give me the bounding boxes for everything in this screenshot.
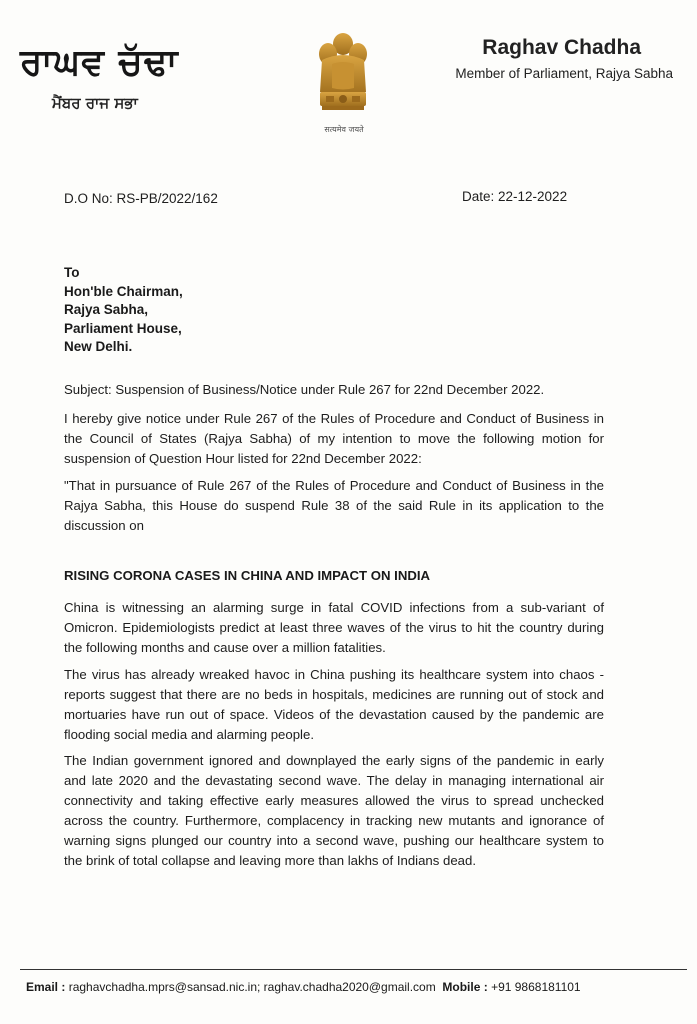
emblem-motto: सत्यमेव जयते xyxy=(324,125,364,134)
notice-paragraph: I hereby give notice under Rule 267 of the Rules of Procedure and Conduct of Business in the Council of States (Rajya Sabha) of my intention to move the following motion for suspension of Question Hour listed for 22nd December 2022: xyxy=(64,411,604,466)
national-emblem-icon xyxy=(312,30,374,135)
recipient-address xyxy=(64,264,183,357)
english-designation: Member of Parliament, Rajya Sabha xyxy=(455,66,673,81)
reference-number: D.O No: RS-PB/2022/162 xyxy=(64,191,218,206)
motion-paragraph: "That in pursuance of Rule 267 of the Rules of Procedure and Conduct of Business in the Rajya Sabha, this House do suspend Rule 38 of the said Rule in its application to the discussion on xyxy=(64,478,604,533)
punjabi-designation: ਮੈਂਬਰ ਰਾਜ ਸਭਾ xyxy=(52,94,138,112)
body-paragraph: The virus has already wreaked havoc in China pushing its healthcare system into chaos - reports suggest that there are no beds in hospitals, medicines are running out of stock and mortuaries have run out of space. Videos of the devastation caused by the pandemic are flooding social media and alarming people. xyxy=(64,667,604,742)
mobile-value: +91 9868181101 xyxy=(491,980,581,994)
recipient-line: Parliament House, xyxy=(64,320,182,336)
recipient-to: To xyxy=(64,265,80,280)
footer-contact xyxy=(26,980,686,994)
body-paragraph: China is witnessing an alarming surge in fatal COVID infections from a sub-variant of Omicron. Epidemiologists predict at least three waves of the virus to hit the country during the following months and cause over a million fatalities. xyxy=(64,600,604,655)
recipient-line: Hon'ble Chairman, xyxy=(64,283,183,299)
email-label: Email : xyxy=(26,980,66,994)
english-name: Raghav Chadha xyxy=(482,36,641,59)
subject-line: Subject: Suspension of Business/Notice under Rule 267 for 22nd December 2022. xyxy=(64,382,545,397)
footer-divider xyxy=(20,969,687,970)
recipient-line: New Delhi. xyxy=(64,339,133,354)
letter-date: Date: 22-12-2022 xyxy=(462,189,568,204)
recipient-line: Rajya Sabha, xyxy=(64,302,149,317)
punjabi-name: ਰਾਘਵ ਚੱਢਾ xyxy=(20,42,179,83)
section-heading: RISING CORONA CASES IN CHINA AND IMPACT ON INDIA xyxy=(64,568,431,583)
body-paragraph: The Indian government ignored and downplayed the early signs of the pandemic in early and late 2020 and the devastating second wave. The delay in managing international air connectivity and taking effective early measures allowed the virus to spread unchecked across the country. Furthermore, complacency in tracking new mutants and ignorance of warning signs plunged our country into a second wave, pushing our healthcare system to the brink of total collapse and leaving more than lakhs of Indians dead. xyxy=(64,753,604,868)
mobile-label: Mobile : xyxy=(442,980,488,994)
email-value: raghavchadha.mprs@sansad.nic.in; raghav.chadha2020@gmail.com xyxy=(68,980,436,994)
